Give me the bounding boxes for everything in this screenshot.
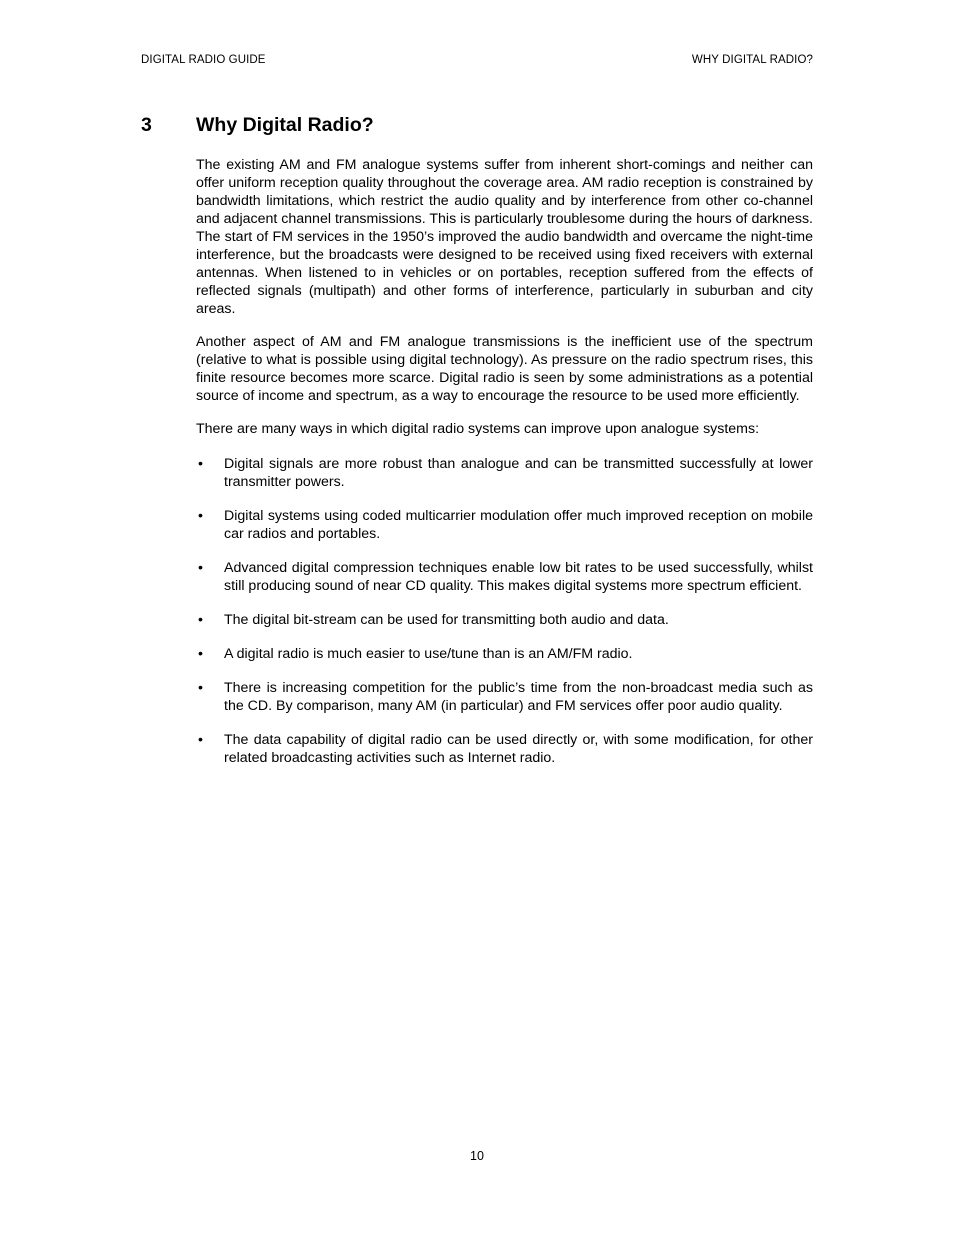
bullet-icon: • [198,508,203,524]
bullet-list [196,455,813,767]
list-item [196,731,813,767]
running-header [141,54,813,70]
chapter-heading [141,113,374,137]
list-item-text: The digital bit-stream can be used for transmitting both audio and data. [224,612,669,628]
bullet-icon: • [198,560,203,576]
header-document-title: DIGITAL RADIO GUIDE [141,54,266,66]
page-number: 10 [470,1149,484,1163]
list-item [196,679,813,715]
list-item-text: Digital signals are more robust than analogue and can be transmitted successfully at lower transmitter powers. [224,456,813,490]
list-item [196,645,813,663]
bullet-icon: • [198,680,203,696]
list-item-text: Digital systems using coded multicarrier modulation offer much improved reception on mobile car radios and portables. [224,508,813,542]
body-text [196,156,813,783]
list-item [196,455,813,491]
bullet-icon: • [198,732,203,748]
list-item-text: The data capability of digital radio can be used directly or, with some modification, for other related broadcasting activities such as Internet radio. [224,732,813,766]
paragraph: There are many ways in which digital radio systems can improve upon analogue systems: [196,421,760,437]
chapter-title: Why Digital Radio? [196,114,374,136]
bullet-icon: • [198,456,203,472]
list-item-text: A digital radio is much easier to use/tune than is an AM/FM radio. [224,646,633,662]
paragraph: The existing AM and FM analogue systems suffer from inherent short-comings and neither can offer uniform reception quality throughout the coverage area. AM radio reception is constrained by bandwidth limitations, which restrict the audio quality and by interference from other co-channel and adjacent channel transmissions. This is particularly troublesome during the hours of darkness. The start of FM services in the 1950’s improved the audio bandwidth and overcame the night-time interference, but the broadcasts were designed to be received using fixed receivers with external antennas. When listened to in vehicles or on portables, reception suffered from the effects of reflected signals (multipath) and other forms of interference, particularly in suburban and city areas. [196,157,813,317]
list-item-text: There is increasing competition for the public’s time from the non-broadcast media such as the CD. By comparison, many AM (in particular) and FM services offer poor audio quality. [224,680,813,714]
bullet-icon: • [198,612,203,628]
list-item [196,507,813,543]
bullet-icon: • [198,646,203,662]
paragraph: Another aspect of AM and FM analogue transmissions is the inefficient use of the spectrum (relative to what is possible using digital technology). As pressure on the radio spectrum rises, this finite resource becomes more scarce. Digital radio is seen by some administrations as a potential source of income and spectrum, as a way to encourage the resource to be used more efficiently. [196,334,813,404]
chapter-number: 3 [141,114,152,136]
list-item [196,559,813,595]
list-item-text: Advanced digital compression techniques enable low bit rates to be used successfully, whilst still producing sound of near CD quality. This makes digital systems more spectrum efficient. [224,560,813,594]
header-section-title: WHY DIGITAL RADIO? [691,54,813,66]
list-item [196,611,813,629]
